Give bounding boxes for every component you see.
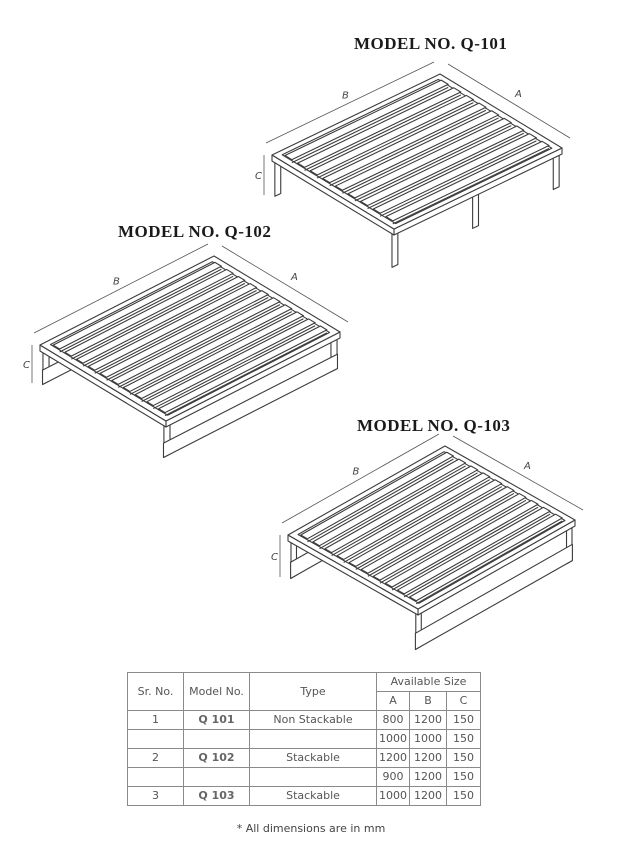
cell-type [250, 768, 377, 787]
dimension-label-b: B [113, 276, 120, 288]
cell-c: 150 [447, 730, 481, 749]
footnote: * All dimensions are in mm [236, 822, 386, 835]
cell-model: Q 102 [184, 749, 250, 768]
cell-a: 1000 [377, 730, 410, 749]
model-title-q103: MODEL NO. Q-103 [357, 416, 511, 435]
cell-sr: 1 [128, 711, 184, 730]
dimension-label-a: A [291, 272, 298, 283]
cell-c: 150 [447, 787, 481, 806]
cell-b: 1200 [410, 711, 447, 730]
dimension-label-b: B [352, 466, 360, 478]
cell-type [250, 730, 377, 749]
cell-a: 1000 [377, 787, 410, 806]
cell-type: Stackable [250, 749, 377, 768]
dimension-label-a: A [515, 89, 522, 100]
table-row [128, 711, 481, 730]
cell-model [184, 730, 250, 749]
cell-sr: 2 [128, 749, 184, 768]
header-a: A [377, 692, 410, 711]
header-type: Type [250, 673, 377, 711]
specification-table [127, 672, 481, 806]
header-available-size: Available Size [377, 673, 481, 692]
model-title-q101: MODEL NO. Q-101 [354, 34, 508, 53]
cell-c: 150 [447, 711, 481, 730]
table-row [128, 749, 481, 768]
cell-a: 1200 [377, 749, 410, 768]
cell-model: Q 101 [184, 711, 250, 730]
header-c: C [447, 692, 481, 711]
table-row [128, 730, 481, 749]
cell-type: Non Stackable [250, 711, 377, 730]
cell-c: 150 [447, 749, 481, 768]
cell-sr [128, 730, 184, 749]
cell-b: 1200 [410, 749, 447, 768]
table-row [128, 787, 481, 806]
table-row [128, 768, 481, 787]
model-title-q102: MODEL NO. Q-102 [118, 222, 272, 241]
table-header-row [128, 673, 481, 692]
cell-sr: 3 [128, 787, 184, 806]
cell-a: 800 [377, 711, 410, 730]
dimension-label-c: C [271, 552, 278, 563]
cell-model [184, 768, 250, 787]
dimension-label-b: B [342, 90, 349, 102]
header-sr-no: Sr. No. [128, 673, 184, 711]
cell-type: Stackable [250, 787, 377, 806]
cell-b: 1000 [410, 730, 447, 749]
cell-c: 150 [447, 768, 481, 787]
dimension-label-a: A [524, 461, 531, 472]
dimension-label-c: C [23, 360, 30, 371]
header-b: B [410, 692, 447, 711]
cell-model: Q 103 [184, 787, 250, 806]
cell-a: 900 [377, 768, 410, 787]
cell-sr [128, 768, 184, 787]
cell-b: 1200 [410, 768, 447, 787]
header-model-no: Model No. [184, 673, 250, 711]
cell-b: 1200 [410, 787, 447, 806]
dimension-label-c: C [255, 171, 262, 182]
